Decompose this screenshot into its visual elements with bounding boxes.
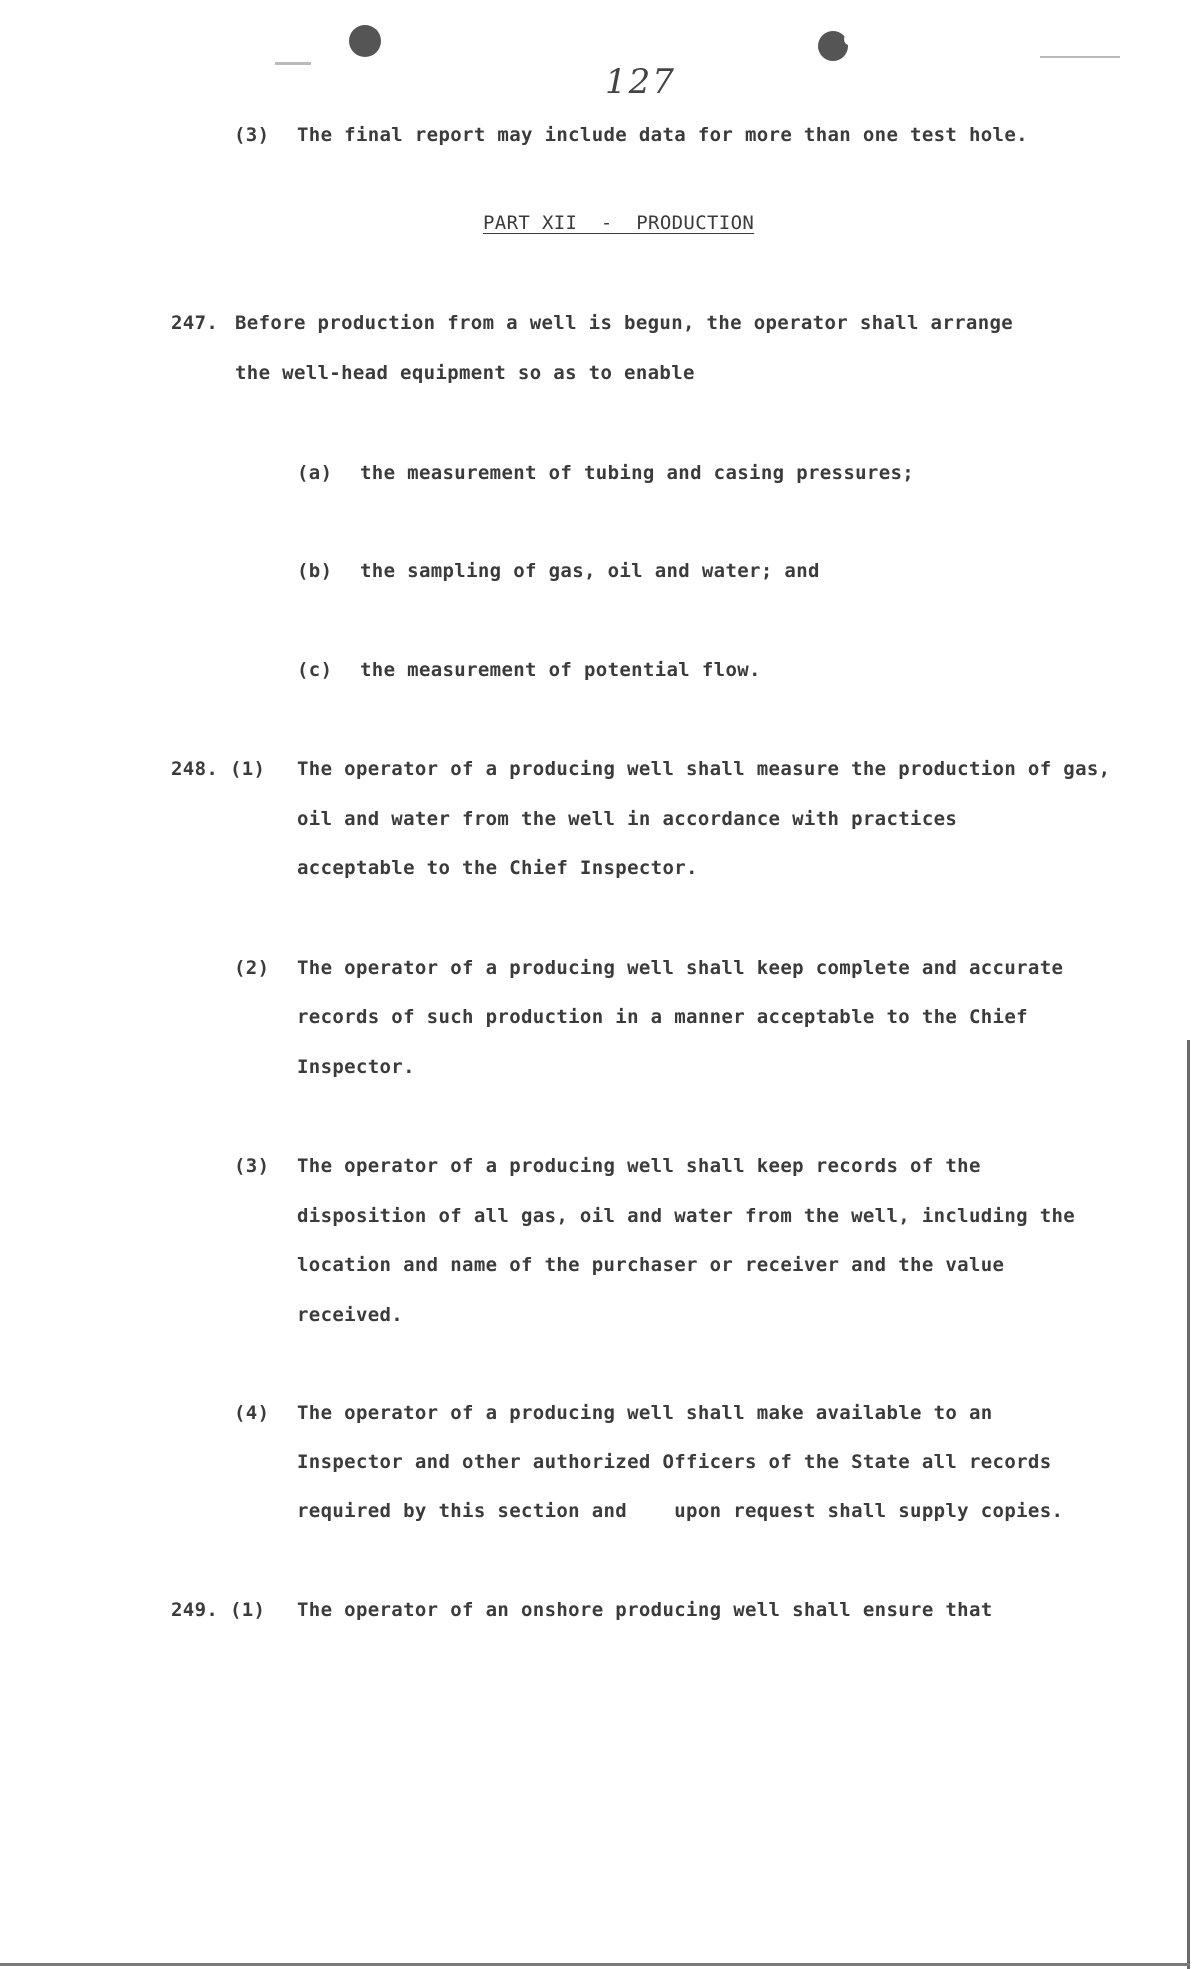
paragraph-line: The operator of an onshore producing well shall ensure that bbox=[297, 1599, 993, 1621]
paragraph-line: Before production from a well is begun, the operator shall arrange bbox=[235, 312, 1014, 334]
paragraph-line: received. bbox=[297, 1304, 404, 1326]
section-number: 249. (1) bbox=[171, 1599, 266, 1621]
list-item: the measurement of potential flow. bbox=[360, 659, 761, 681]
subsection-marker: (2) bbox=[234, 957, 270, 979]
paragraph-line: location and name of the purchaser or receiver and the value bbox=[297, 1254, 1005, 1276]
paragraph-line: The final report may include data for more than one test hole. bbox=[297, 124, 1028, 146]
section-heading: PART XII - PRODUCTION bbox=[483, 212, 755, 234]
paragraph-line: The operator of a producing well shall make available to an bbox=[297, 1402, 993, 1424]
scan-smudge bbox=[275, 62, 311, 65]
paragraph-line: records of such production in a manner acceptable to the Chief bbox=[297, 1006, 1028, 1028]
paragraph-line: the well-head equipment so as to enable bbox=[235, 362, 695, 384]
paragraph-line: oil and water from the well in accordance with practices bbox=[297, 808, 958, 830]
paragraph-line: The operator of a producing well shall keep complete and accurate bbox=[297, 957, 1064, 979]
scan-edge-line bbox=[1187, 1040, 1190, 1969]
section-number: 248. (1) bbox=[171, 758, 266, 780]
punch-hole-icon bbox=[349, 25, 381, 57]
list-marker: (a) bbox=[297, 462, 333, 484]
subsection-marker: (3) bbox=[234, 1155, 270, 1177]
list-marker: (b) bbox=[297, 560, 333, 582]
paragraph-line: required by this section and upon request shall supply copies. bbox=[297, 1500, 1064, 1522]
paragraph-line: Inspector and other authorized Officers of the State all records bbox=[297, 1451, 1052, 1473]
paragraph-line: disposition of all gas, oil and water from the well, including the bbox=[297, 1205, 1076, 1227]
paragraph-line: The operator of a producing well shall measure the production of gas, bbox=[297, 758, 1111, 780]
paragraph-line: Inspector. bbox=[297, 1056, 415, 1078]
list-item: the sampling of gas, oil and water; and bbox=[360, 560, 820, 582]
subsection-marker: (4) bbox=[234, 1402, 270, 1424]
list-item: the measurement of tubing and casing pressures; bbox=[360, 462, 915, 484]
punch-hole-icon bbox=[818, 31, 848, 61]
subsection-marker: (3) bbox=[234, 124, 270, 146]
scan-edge-line bbox=[0, 1963, 1190, 1966]
list-marker: (c) bbox=[297, 659, 333, 681]
scan-smudge bbox=[1040, 56, 1120, 58]
paragraph-line: The operator of a producing well shall keep records of the bbox=[297, 1155, 981, 1177]
section-number: 247. bbox=[171, 312, 219, 334]
handwritten-page-number: 127 bbox=[605, 62, 676, 102]
paragraph-line: acceptable to the Chief Inspector. bbox=[297, 857, 698, 879]
